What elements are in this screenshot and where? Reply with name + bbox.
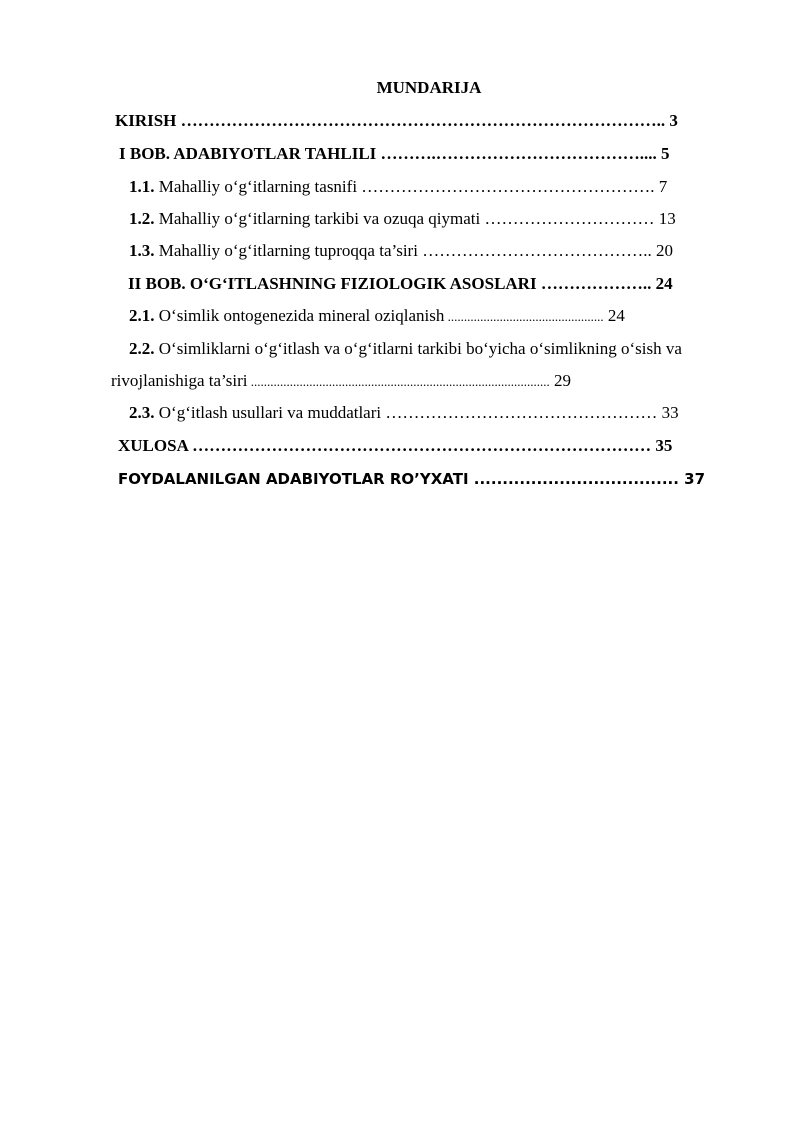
toc-entry-kirish: [115, 110, 678, 132]
section-label: Mahalliy o‘g‘itlarning tuproqqa ta’siri …………………………………..: [154, 241, 652, 260]
section-number: 1.2.: [129, 209, 155, 228]
toc-entry-2-2: [129, 338, 682, 360]
leader-dots: ............................................................................................: [247, 374, 550, 389]
toc-entry-xulosa: [118, 435, 672, 457]
section-number: 1.1.: [129, 177, 155, 196]
section-number: 2.1.: [129, 306, 155, 325]
section-number: 2.3.: [129, 403, 155, 422]
toc-entry-text: KIRISH ………………………………………………………………………….. 3: [115, 111, 678, 130]
section-number: 1.3.: [129, 241, 155, 260]
section-label: O‘simlik ontogenezida mineral oziqlanish: [154, 306, 445, 325]
toc-entry-1-1: [129, 176, 667, 198]
leader-dots: ................................................: [444, 309, 604, 324]
section-label: rivojlanishiga ta’siri: [111, 371, 248, 390]
toc-entry-1-3: [129, 240, 673, 262]
page-number: 29: [549, 371, 571, 390]
section-label: Mahalliy o‘g‘itlarning tarkibi va ozuqa qiymati …………………………: [154, 209, 655, 228]
section-label: O‘simliklarni o‘g‘itlash va o‘g‘itlarni tarkibi bo‘yicha o‘simlikning o‘sish va: [154, 339, 682, 358]
section-label: O‘g‘itlash usullari va muddatlari …………………………………………: [154, 403, 658, 422]
page-number: 13: [654, 209, 676, 228]
section-number: 2.2.: [129, 339, 155, 358]
toc-entry-text: II BOB. O‘G‘ITLASHNING FIZIOLOGIK ASOSLARI ……………….. 24: [128, 274, 673, 293]
toc-entry-2-3: [129, 402, 679, 424]
toc-entry-2-1: [129, 305, 625, 328]
toc-entry-2-2-continued: [111, 370, 571, 393]
toc-entry-text: XULOSA ……………………………………………………………………… 35: [118, 436, 673, 455]
toc-entry-references: [118, 468, 705, 490]
toc-entry-chapter-2: [128, 273, 673, 295]
section-label: Mahalliy o‘g‘itlarning tasnifi …………………………………………….: [154, 177, 655, 196]
page-title: MUNDARIJA: [376, 78, 482, 97]
toc-entry-text: FOYDALANILGAN ADABIYOTLAR RO’YXATI .................................... 37: [118, 470, 706, 488]
page-number: 7: [654, 177, 668, 196]
page-number: 24: [603, 306, 625, 325]
page-number: 20: [651, 241, 673, 260]
toc-entry-chapter-1: [119, 143, 670, 165]
toc-entry-text: I BOB. ADABIYOTLAR TAHLILI ……….……………………………….... 5: [119, 144, 670, 163]
toc-entry-1-2: [129, 208, 676, 230]
page-number: 33: [657, 403, 679, 422]
